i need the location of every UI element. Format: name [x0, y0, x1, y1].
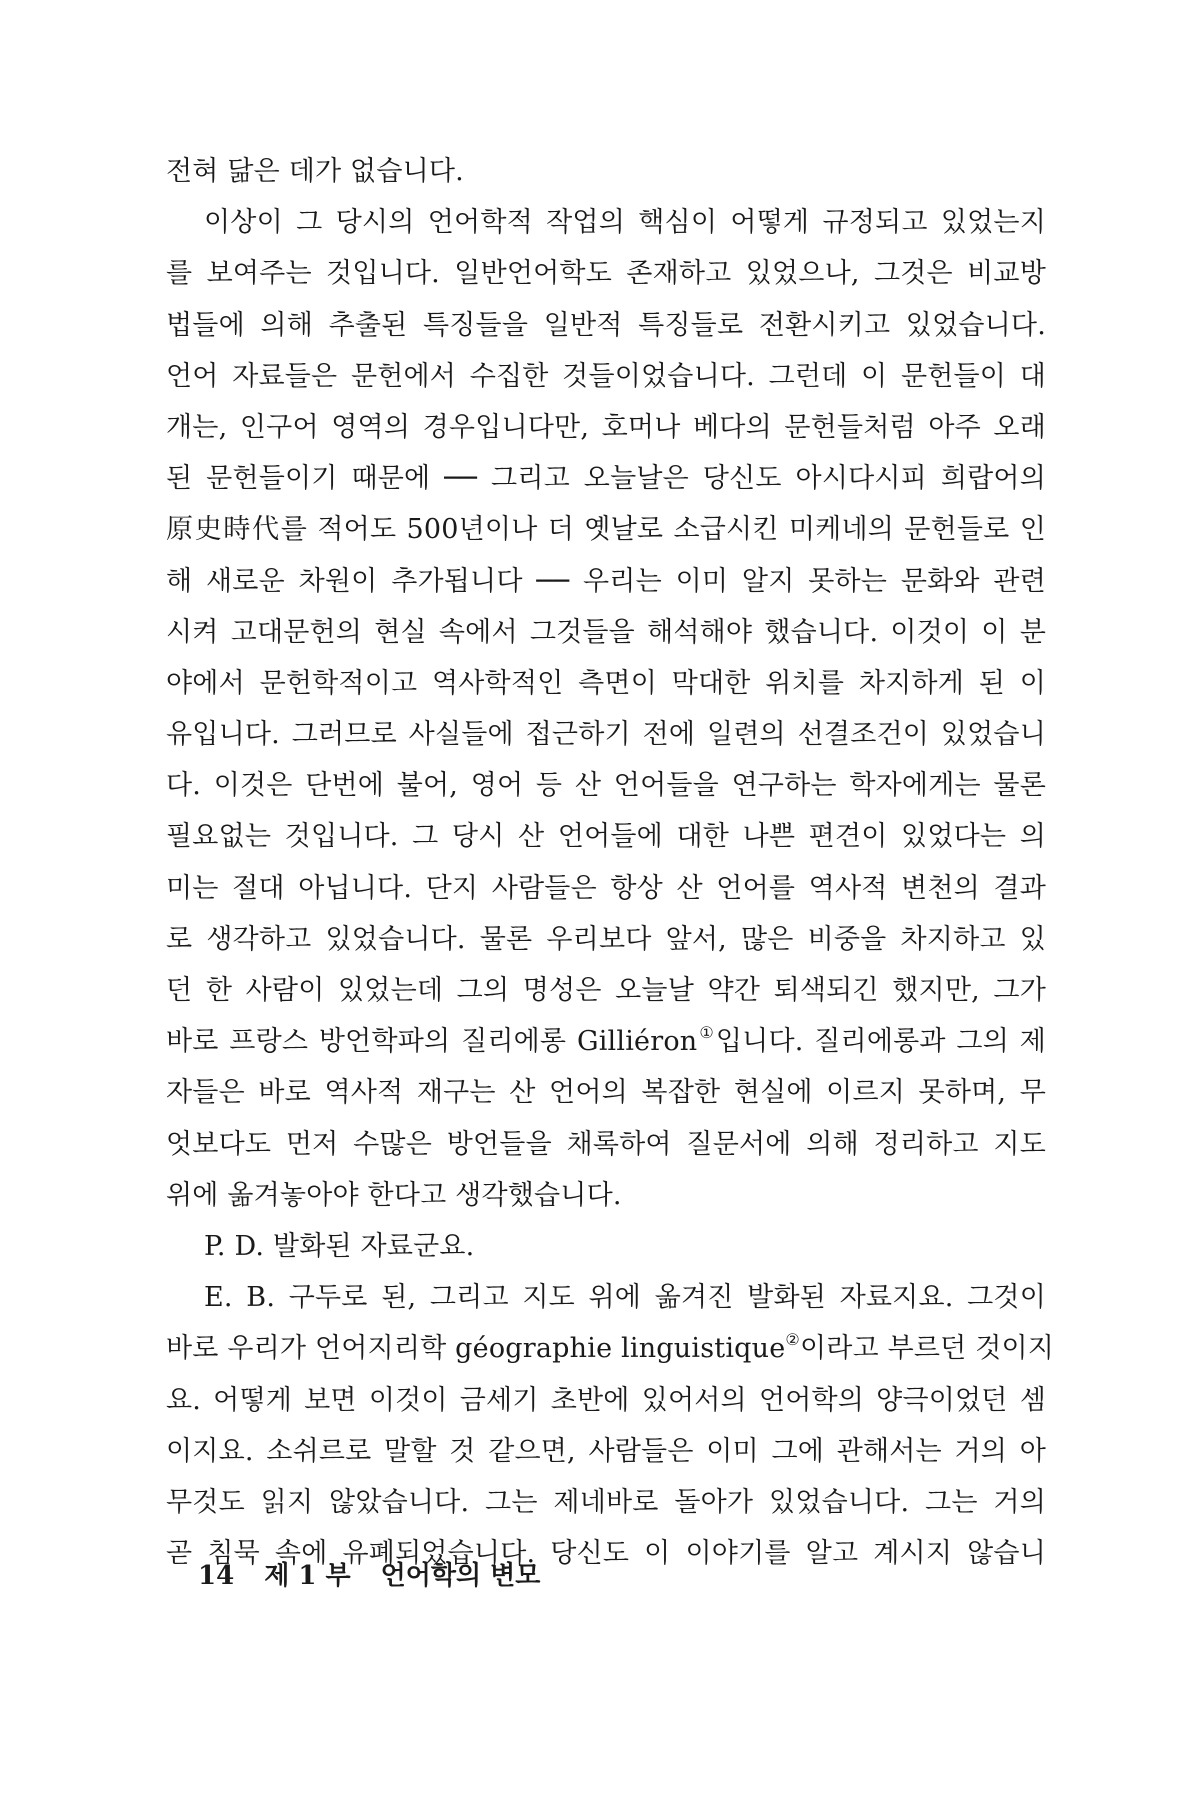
text-line: 필요없는 것입니다. 그 당시 산 언어들에 대한 나쁜 편견이 있었다는 의 — [166, 821, 1046, 853]
footnote-marker: ② — [785, 1330, 800, 1350]
text-line: 자들은 바로 역사적 재구는 산 언어의 복잡한 현실에 이르지 못하며, 무 — [166, 1077, 1046, 1109]
text-line: 무것도 읽지 않았습니다. 그는 제네바로 돌아가 있었습니다. 그는 거의 — [166, 1486, 1046, 1518]
text-line: 다. 이것은 단번에 불어, 영어 등 산 언어들을 연구하는 학자에게는 물론 — [166, 770, 1046, 802]
page-footer — [198, 1555, 570, 1592]
text-line: 던 한 사람이 있었는데 그의 명성은 오늘날 약간 퇴색되긴 했지만, 그가 — [166, 975, 1046, 1006]
text-line: 시켜 고대문헌의 현실 속에서 그것들을 해석해야 했습니다. 이것이 이 분 — [166, 616, 1046, 648]
text-line: 를 보여주는 것입니다. 일반언어학도 존재하고 있었으나, 그것은 비교방 — [166, 258, 1046, 290]
text-line: E. B. 구두로 된, 그리고 지도 위에 옮겨진 발화된 자료지요. 그것이 — [204, 1282, 1046, 1314]
text-line: 요. 어떻게 보면 이것이 금세기 초반에 있어서의 언어학의 양극이었던 셈 — [166, 1384, 1046, 1416]
text-line: 곧 침묵 속에 유폐되었습니다. 당신도 이 이야기를 알고 계시지 않습니 — [166, 1538, 1046, 1570]
text-line: 原史時代를 적어도 500년이나 더 옛날로 소급시킨 미케네의 문헌들로 인 — [166, 514, 1046, 546]
text-line: 전혀 닮은 데가 없습니다. — [166, 156, 464, 187]
text-segment: 입니다. 질리에롱과 그의 제 — [715, 1026, 1047, 1058]
text-segment: 바로 프랑스 방언학파의 질리에롱 Gilliéron — [166, 1026, 698, 1058]
text-line: 법들에 의해 추출된 특징들을 일반적 특징들로 전환시키고 있었습니다. — [166, 309, 1046, 341]
text-line: 미는 절대 아닙니다. 단지 사람들은 항상 산 언어를 역사적 변천의 결과 — [166, 872, 1046, 904]
text-line: 유입니다. 그러므로 사실들에 접근하기 전에 일련의 선결조건이 있었습니 — [166, 719, 1046, 751]
text-line — [166, 1323, 1055, 1374]
text-line: 된 문헌들이기 때문에 ── 그리고 오늘날은 당신도 아시다시피 희랍어의 — [166, 463, 1046, 495]
text-line: 개는, 인구어 영역의 경우입니다만, 호머나 베다의 문헌들처럼 아주 오래 — [166, 411, 1046, 443]
text-line: 위에 옮겨놓아야 한다고 생각했습니다. — [166, 1179, 622, 1211]
text-segment: 바로 우리가 언어지리학 géographie linguistique — [166, 1333, 786, 1365]
text-line: 이상이 그 당시의 언어학적 작업의 핵심이 어떻게 규정되고 있었는지 — [204, 207, 1046, 239]
page-number: 14 — [198, 1561, 235, 1591]
text-line: 야에서 문헌학적이고 역사학적인 측면이 막대한 위치를 차지하게 된 이 — [166, 667, 1046, 699]
chapter-title: 언어학의 변모 — [380, 1561, 541, 1591]
text-line: P. D. 발화된 자료군요. — [204, 1230, 475, 1262]
body-text — [166, 146, 1055, 1579]
text-line: 언어 자료들은 문헌에서 수집한 것들이었습니다. 그런데 이 문헌들이 대 — [166, 360, 1046, 392]
footnote-marker: ① — [697, 1023, 716, 1043]
text-line — [166, 1016, 1046, 1067]
text-line: 이지요. 소쉬르로 말할 것 같으면, 사람들은 이미 그에 관해서는 거의 아 — [166, 1435, 1046, 1467]
part-label: 제 1 부 — [264, 1561, 351, 1591]
text-line: 로 생각하고 있었습니다. 물론 우리보다 앞서, 많은 비중을 차지하고 있 — [166, 923, 1046, 955]
text-line: 해 새로운 차원이 추가됩니다 ── 우리는 이미 알지 못하는 문화와 관련 — [166, 565, 1046, 597]
text-segment: 이라고 부르던 것이지 — [799, 1333, 1055, 1365]
text-line: 엇보다도 먼저 수많은 방언들을 채록하여 질문서에 의해 정리하고 지도 — [166, 1128, 1046, 1160]
